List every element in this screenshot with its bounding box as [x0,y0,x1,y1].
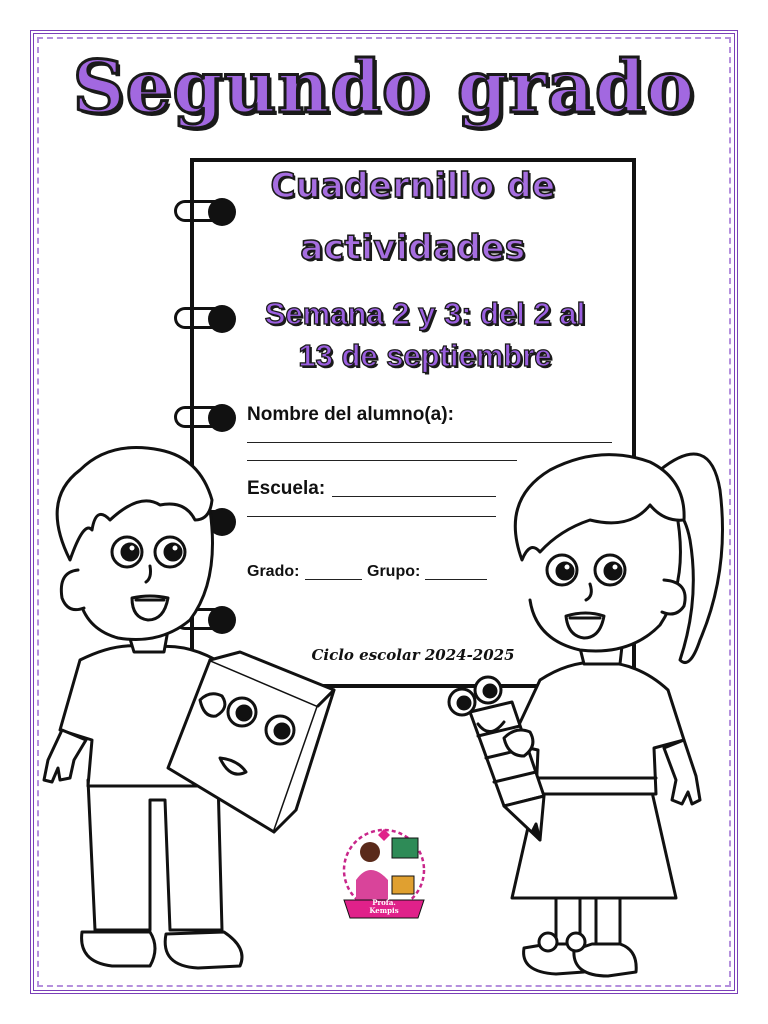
logo-line2: Kempis [369,906,399,915]
group-label: Grupo: [367,563,421,580]
student-name-label: Nombre del alumno(a): [247,404,454,425]
logo-caption [354,899,414,915]
girl-illustration [510,454,723,976]
week-dates-line2: 13 de septiembre [298,338,552,373]
notebook-heading-line1: Cuadernillo de [270,166,556,206]
school-cycle: Ciclo escolar 2024-2025 [311,646,515,664]
grade-label: Grado: [247,563,300,580]
week-dates-line1: Semana 2 y 3: del 2 al [264,296,586,331]
logo-line1: Profa. [372,898,396,907]
school-label: Escuela: [247,478,326,499]
page-title: Segundo grado [72,44,696,129]
notebook-heading-line2: actividades [300,228,526,268]
